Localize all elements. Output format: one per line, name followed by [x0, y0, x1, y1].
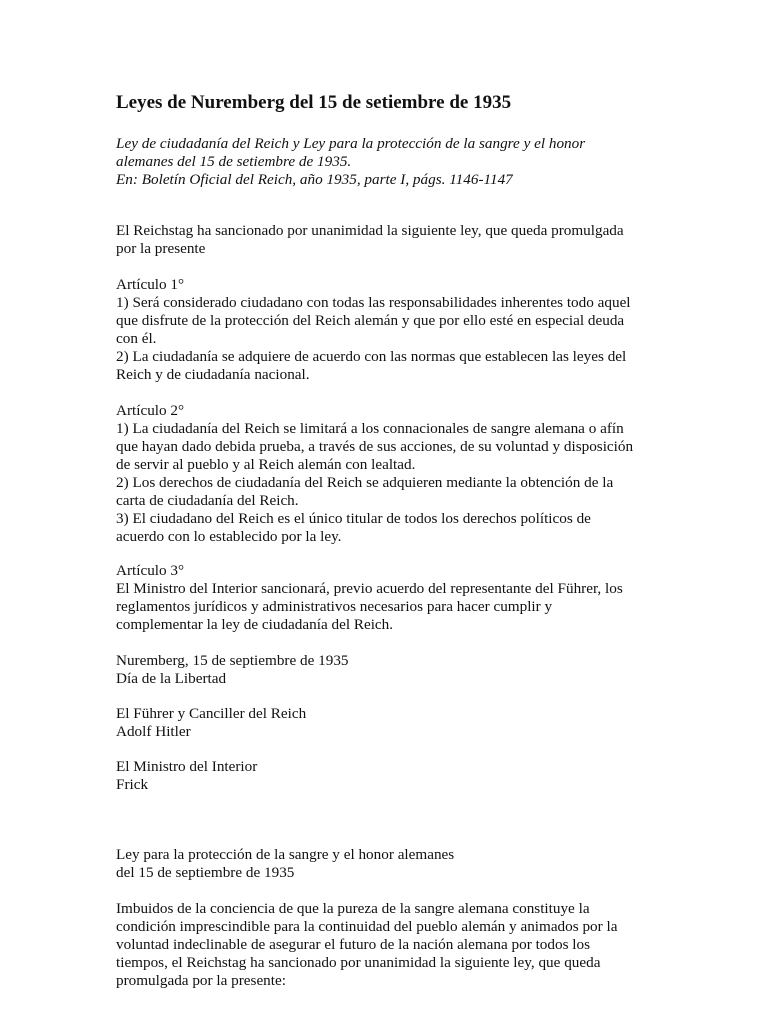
text-line: 3) El ciudadano del Reich es el único titular de todos los derechos políticos de	[116, 510, 591, 527]
article-heading: Artículo 3°	[116, 562, 185, 579]
text-line: Nuremberg, 15 de septiembre de 1935	[116, 652, 349, 669]
text-line: complementar la ley de ciudadanía del Reich.	[116, 616, 394, 633]
second-law-preamble	[116, 900, 617, 990]
text-line: Día de la Libertad	[116, 670, 227, 687]
text-line: que hayan dado debida prueba, a través de sus acciones, de su voluntad y disposición	[116, 438, 634, 455]
text-line: carta de ciudadanía del Reich.	[116, 492, 299, 509]
text-line: condición imprescindible para la continuidad del pueblo alemán y animados por la	[116, 918, 618, 935]
text-line: de servir al pueblo y al Reich alemán con lealtad.	[116, 456, 416, 473]
text-line: El Führer y Canciller del Reich	[116, 705, 307, 722]
text-line: El Reichstag ha sancionado por unanimidad la siguiente ley, que queda promulgada	[116, 222, 624, 239]
text-line: que disfrute de la protección del Reich alemán y que por ello esté en especial deuda	[116, 312, 625, 329]
signature-minister	[116, 758, 257, 794]
text-line: 1) Será considerado ciudadano con todas las responsabilidades inherentes todo aquel	[116, 294, 631, 311]
text-line: Ley para la protección de la sangre y el honor alemanes	[116, 846, 455, 863]
document-subtitle	[116, 135, 585, 189]
text-line: Frick	[116, 776, 149, 793]
intro-paragraph	[116, 222, 624, 258]
text-line: reglamentos jurídicos y administrativos necesarios para hacer cumplir y	[116, 598, 553, 615]
article-heading: Artículo 1°	[116, 276, 185, 293]
second-law-title	[116, 846, 454, 882]
subtitle-line: Ley de ciudadanía del Reich y Ley para la protección de la sangre y el honor	[116, 135, 586, 152]
text-line: 2) La ciudadanía se adquiere de acuerdo con las normas que establecen las leyes del	[116, 348, 627, 365]
text-line: con él.	[116, 330, 157, 347]
article-1	[116, 276, 631, 384]
text-line: Imbuidos de la conciencia de que la pureza de la sangre alemana constituye la	[116, 900, 590, 917]
text-line: voluntad indeclinable de asegurar el futuro de la nación alemana por todos los	[116, 936, 591, 953]
text-line: El Ministro del Interior sancionará, previo acuerdo del representante del Führer, los	[116, 580, 623, 597]
text-line: 1) La ciudadanía del Reich se limitará a los connacionales de sangre alemana o afín	[116, 420, 624, 437]
signature-fuhrer	[116, 705, 306, 741]
article-3	[116, 562, 623, 634]
document-title: Leyes de Nuremberg del 15 de setiembre de 1935	[116, 92, 512, 113]
article-2	[116, 402, 633, 546]
subtitle-line: En: Boletín Oficial del Reich, año 1935, parte I, págs. 1146-1147	[116, 171, 513, 188]
text-line: Adolf Hitler	[116, 723, 191, 740]
text-line: acuerdo con lo establecido por la ley.	[116, 528, 342, 545]
subtitle-line: alemanes del 15 de setiembre de 1935.	[116, 153, 352, 170]
article-heading: Artículo 2°	[116, 402, 185, 419]
text-line: Reich y de ciudadanía nacional.	[116, 366, 310, 383]
text-line: 2) Los derechos de ciudadanía del Reich se adquieren mediante la obtención de la	[116, 474, 614, 491]
text-line: promulgada por la presente:	[116, 972, 286, 989]
text-line: tiempos, el Reichstag ha sancionado por unanimidad la siguiente ley, que queda	[116, 954, 601, 971]
text-line: por la presente	[116, 240, 206, 257]
place-date	[116, 652, 349, 688]
text-line: El Ministro del Interior	[116, 758, 258, 775]
text-line: del 15 de septiembre de 1935	[116, 864, 295, 881]
